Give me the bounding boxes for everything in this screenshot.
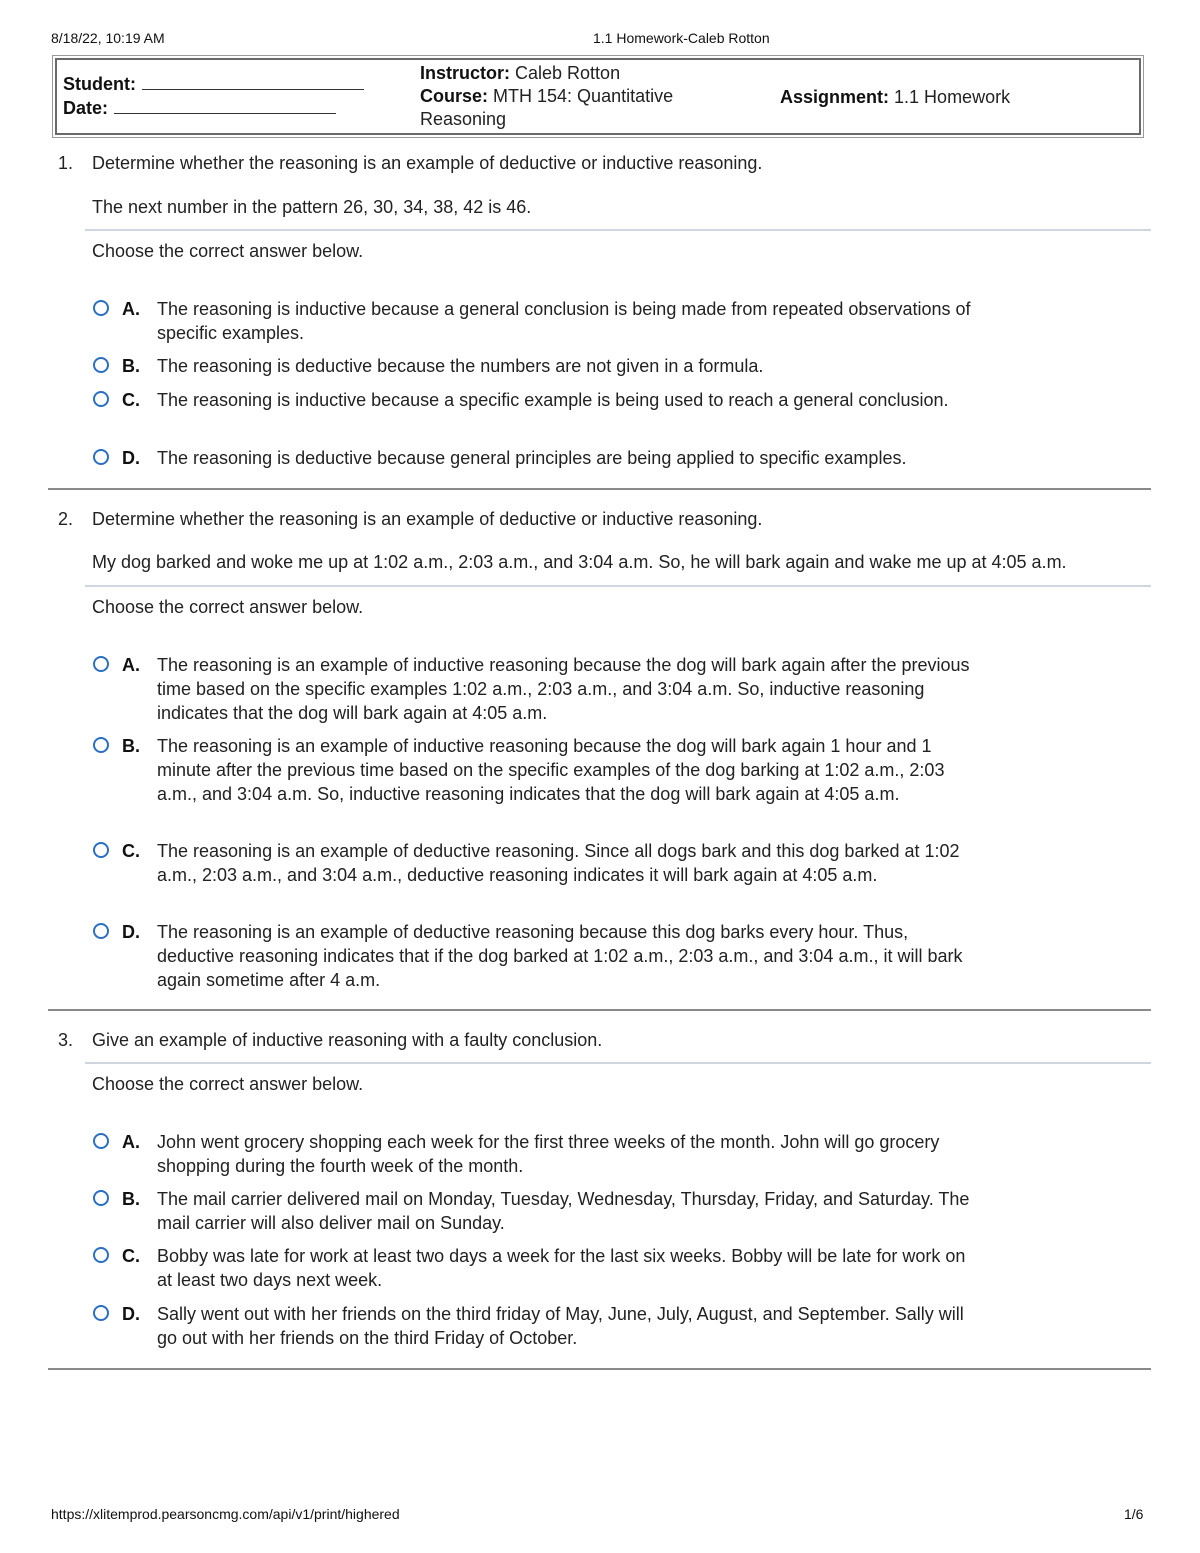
course-label: Course:	[420, 86, 489, 106]
question-prompt: Determine whether the reasoning is an example of deductive or inductive reasoning.	[92, 153, 763, 173]
student-blank	[142, 73, 364, 90]
option-text: The reasoning is inductive because a specific example is being used to reach a general conclusion.	[157, 390, 949, 410]
question-separator	[48, 1368, 1151, 1370]
assignment-value: 1.1 Homework	[894, 87, 1011, 107]
radio-button[interactable]	[93, 656, 109, 672]
question-statement: My dog barked and woke me up at 1:02 a.m., 2:03 a.m., and 3:04 a.m. So, he will bark again and wake me up at 4:05 a.m.	[92, 552, 1067, 572]
question-prompt: Determine whether the reasoning is an example of deductive or inductive reasoning.	[92, 509, 763, 529]
date-blank	[114, 97, 336, 114]
radio-button[interactable]	[93, 1190, 109, 1206]
option-letter: A.	[122, 299, 140, 319]
radio-button[interactable]	[93, 923, 109, 939]
option-letter: C.	[122, 841, 140, 861]
option-letter: C.	[122, 390, 140, 410]
page-number: 1/6	[1124, 1506, 1144, 1522]
option-text: The reasoning is inductive because a general conclusion is being made from repeated observations of specific examples.	[157, 299, 971, 343]
option-letter: B.	[122, 356, 140, 376]
instructor-course-block	[420, 62, 720, 131]
option-text: The reasoning is deductive because the numbers are not given in a formula.	[157, 356, 764, 376]
option-letter: A.	[122, 655, 140, 675]
option-letter: A.	[122, 1132, 140, 1152]
course-value: MTH 154: Quantitative Reasoning	[420, 86, 674, 129]
radio-button[interactable]	[93, 842, 109, 858]
question-separator	[48, 1009, 1151, 1011]
assignment-block	[780, 86, 1010, 109]
option-text: John went grocery shopping each week for the first three weeks of the month. John will go grocery shopping during the fourth week of the month.	[157, 1132, 940, 1176]
option-letter: B.	[122, 736, 140, 756]
option-text: The reasoning is an example of deductive reasoning. Since all dogs bark and this dog barked at 1:02 a.m., 2:03 a.m., and 3:04 a.m., deductive reasoning indicates it will bark again at 4:05 a.m.	[157, 841, 960, 885]
footer-url: https://xlitemprod.pearsoncmg.com/api/v1/print/highered	[51, 1506, 400, 1522]
option-text: The mail carrier delivered mail on Monday, Tuesday, Wednesday, Thursday, Friday, and Saturday. The mail carrier will also deliver mail on Sunday.	[157, 1189, 970, 1233]
instructor-value: Caleb Rotton	[515, 63, 621, 83]
option-text: Sally went out with her friends on the third friday of May, June, July, August, and September. Sally will go out with her friends on the third Friday of October.	[157, 1304, 964, 1348]
radio-button[interactable]	[93, 1133, 109, 1149]
student-label: Student:	[63, 74, 136, 94]
date-label: Date:	[63, 98, 109, 118]
question-instruction: Choose the correct answer below.	[92, 241, 364, 261]
divider	[85, 1062, 1151, 1064]
question-number: 2.	[58, 509, 74, 529]
student-date-block	[63, 72, 364, 120]
radio-button[interactable]	[93, 391, 109, 407]
question-prompt: Give an example of inductive reasoning with a faulty conclusion.	[92, 1030, 603, 1050]
radio-button[interactable]	[93, 357, 109, 373]
option-text: The reasoning is an example of inductive reasoning because the dog will bark again 1 hour and 1 minute after the previous time based on the specific examples of the dog barking at 1:02 a.m., 2:03 a.m., and 3:04 a.m. So, inductive reasoning indicates that the dog will bark again at 4:05 a.m.	[157, 736, 945, 804]
option-letter: D.	[122, 448, 140, 468]
question-number: 3.	[58, 1030, 74, 1050]
divider	[85, 229, 1151, 231]
instructor-label: Instructor:	[420, 63, 510, 83]
assignment-info-box	[55, 58, 1141, 135]
option-letter: D.	[122, 922, 140, 942]
option-text: The reasoning is an example of inductive reasoning because the dog will bark again after the previous time based on the specific examples 1:02 a.m., 2:03 a.m., and 3:04 a.m. So, inductive reasoning indicates that the dog will bark again at 4:05 a.m.	[157, 655, 970, 723]
document-title: 1.1 Homework-Caleb Rotton	[593, 30, 770, 46]
option-text: The reasoning is an example of deductive reasoning because this dog barks every hour. Thus, deductive reasoning indicates that if the dog barked at 1:02 a.m., 2:03 a.m., and 3:04 a.m., it will bark again sometime after 4 a.m.	[157, 922, 963, 990]
radio-button[interactable]	[93, 1247, 109, 1263]
option-letter: D.	[122, 1304, 140, 1324]
radio-button[interactable]	[93, 737, 109, 753]
divider	[85, 585, 1151, 587]
option-text: Bobby was late for work at least two days a week for the last six weeks. Bobby will be late for work on at least two days next week.	[157, 1246, 966, 1290]
assignment-label: Assignment:	[780, 87, 890, 107]
radio-button[interactable]	[93, 300, 109, 316]
print-datetime: 8/18/22, 10:19 AM	[51, 30, 165, 46]
option-letter: B.	[122, 1189, 140, 1209]
option-letter: C.	[122, 1246, 140, 1266]
question-instruction: Choose the correct answer below.	[92, 1074, 364, 1094]
question-separator	[48, 488, 1151, 490]
question-statement: The next number in the pattern 26, 30, 34, 38, 42 is 46.	[92, 197, 532, 217]
radio-button[interactable]	[93, 449, 109, 465]
option-text: The reasoning is deductive because general principles are being applied to specific examples.	[157, 448, 907, 468]
question-number: 1.	[58, 153, 74, 173]
radio-button[interactable]	[93, 1305, 109, 1321]
question-instruction: Choose the correct answer below.	[92, 597, 364, 617]
